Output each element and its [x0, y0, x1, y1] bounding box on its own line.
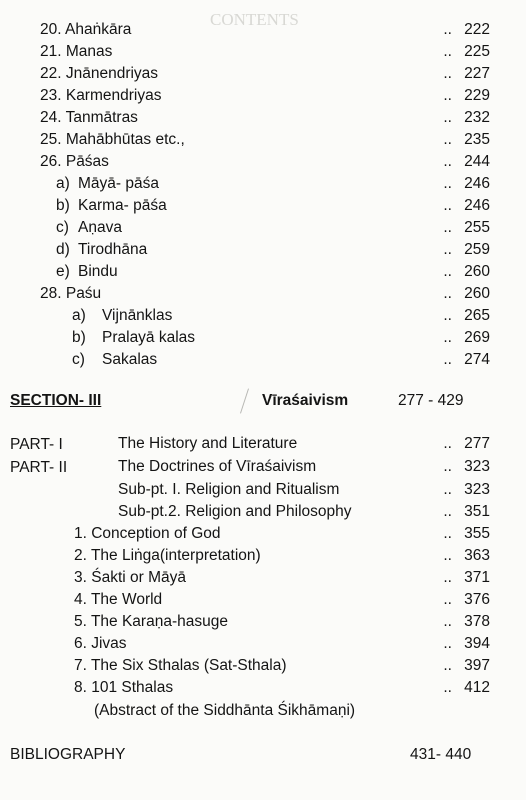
toc-row [40, 130, 490, 150]
section-page-range: 277 - 429 [398, 392, 464, 409]
toc-item-label: Tirodhāna [78, 241, 148, 258]
toc-subrow [56, 174, 490, 194]
toc-dots: .. [443, 351, 452, 368]
toc-item-label: Karma- pāśa [78, 197, 167, 214]
toc-page-number: 323 [464, 481, 490, 498]
toc-sub-letter: c) [72, 351, 85, 368]
toc-row [74, 590, 490, 610]
toc-item-label: 23. Karmendriyas [40, 87, 162, 104]
toc-item-label: 21. Manas [40, 43, 113, 60]
toc-page-number: 265 [464, 307, 490, 324]
toc-row [40, 42, 490, 62]
toc-subrow [56, 196, 490, 216]
toc-page-number: 255 [464, 219, 490, 236]
toc-item-label: The Doctrines of Vīraśaivism [118, 458, 317, 475]
toc-item-label: Pralayā kalas [102, 329, 196, 346]
toc-dots: .. [443, 435, 452, 452]
toc-dots: .. [443, 263, 452, 280]
toc-sub-letter: a) [72, 307, 86, 324]
toc-row [40, 284, 490, 304]
toc-row [40, 64, 490, 84]
toc-page-number: 260 [464, 285, 490, 302]
toc-dots: .. [443, 525, 452, 542]
toc-page-number: 225 [464, 43, 490, 60]
toc-item-label: Sub-pt. I. Religion and Ritualism [118, 481, 340, 498]
toc-dots: .. [443, 613, 452, 630]
part-label: PART- II [10, 459, 68, 476]
toc-row [74, 634, 490, 654]
toc-page-number: 259 [464, 241, 490, 258]
toc-item-label: The History and Literature [118, 435, 298, 452]
toc-item-label: 26. Pāśas [40, 153, 109, 170]
toc-dots: .. [443, 21, 452, 38]
abstract-note: (Abstract of the Siddhānta Śikhāmaṇi) [94, 702, 356, 719]
toc-item-label: 5. The Karaṇa-hasuge [74, 613, 228, 630]
toc-dots: .. [443, 153, 452, 170]
toc-dots: .. [443, 591, 452, 608]
toc-dots: .. [443, 458, 452, 475]
toc-sub-letter: b) [72, 329, 86, 346]
toc-page-number: 376 [464, 591, 490, 608]
toc-page-number: 351 [464, 503, 490, 520]
toc-item-label: 6. Jivas [74, 635, 127, 652]
toc-row [74, 612, 490, 632]
toc-item-label: 8. 101 Sthalas [74, 679, 174, 696]
toc-subrow [56, 240, 490, 260]
toc-dots: .. [443, 43, 452, 60]
toc-page-number: 235 [464, 131, 490, 148]
bibliography-pages: 431- 440 [410, 746, 472, 763]
toc-item-label: 3. Śakti or Māyā [74, 569, 186, 586]
bibliography-label: BIBLIOGRAPHY [10, 746, 126, 763]
toc-item-label: 20. Ahaṅkāra [40, 21, 132, 38]
toc-page-number: 378 [464, 613, 490, 630]
toc-dots: .. [443, 197, 452, 214]
toc-dots: .. [443, 307, 452, 324]
toc-subrow [56, 218, 490, 238]
toc-row [118, 457, 490, 477]
toc-subrow [72, 306, 490, 326]
toc-row [118, 502, 490, 522]
toc-row [74, 678, 490, 698]
toc-item-label: 4. The World [74, 591, 163, 608]
toc-dots: .. [443, 131, 452, 148]
toc-sub-letter: b) [56, 197, 70, 214]
toc-row [118, 434, 490, 454]
toc-item-label: Māyā- pāśa [78, 175, 159, 192]
toc-row [118, 480, 490, 500]
toc-item-label: Aṇava [78, 219, 122, 236]
toc-row [40, 108, 490, 128]
toc-row [74, 656, 490, 676]
toc-page-number: 277 [464, 435, 490, 452]
toc-sub-letter: d) [56, 241, 70, 258]
bleed-through: CONTENTS [210, 10, 299, 29]
toc-dots: .. [443, 65, 452, 82]
toc-row [40, 20, 490, 40]
toc-item-label: 24. Tanmātras [40, 109, 138, 126]
toc-dots: .. [443, 109, 452, 126]
divider [240, 388, 249, 413]
toc-page-number: 394 [464, 635, 490, 652]
toc-page-number: 355 [464, 525, 490, 542]
toc-dots: .. [443, 87, 452, 104]
toc-sub-letter: a) [56, 175, 70, 192]
toc-sub-letter: e) [56, 263, 70, 280]
toc-row [40, 86, 490, 106]
toc-dots: .. [443, 569, 452, 586]
toc-row [74, 546, 490, 566]
toc-item-label: 7. The Six Sthalas (Sat-Sthala) [74, 657, 287, 674]
toc-page-number: 229 [464, 87, 490, 104]
toc-page-number: 274 [464, 351, 490, 368]
toc-row [74, 524, 490, 544]
toc-page-number: 269 [464, 329, 490, 346]
toc-page-number: 412 [464, 679, 490, 696]
toc-page-number: 397 [464, 657, 490, 674]
toc-row [74, 568, 490, 588]
toc-page-number: 260 [464, 263, 490, 280]
toc-dots: .. [443, 635, 452, 652]
toc-dots: .. [443, 175, 452, 192]
toc-page-number: 227 [464, 65, 490, 82]
toc-page-number: 323 [464, 458, 490, 475]
toc-item-label: 28. Paśu [40, 285, 102, 302]
toc-dots: .. [443, 285, 452, 302]
toc-dots: .. [443, 241, 452, 258]
part-label: PART- I [10, 436, 63, 453]
toc-page-number: 363 [464, 547, 490, 564]
toc-item-label: 2. The Liṅga(interpretation) [74, 547, 261, 564]
toc-page-number: 222 [464, 21, 490, 38]
toc-item-label: 22. Jnānendriyas [40, 65, 159, 82]
toc-subrow [72, 328, 490, 348]
toc-dots: .. [443, 679, 452, 696]
toc-page-number: 244 [464, 153, 490, 170]
toc-dots: .. [443, 481, 452, 498]
toc-item-label: 1. Conception of God [74, 525, 221, 542]
toc-dots: .. [443, 657, 452, 674]
toc-page-number: 246 [464, 197, 490, 214]
toc-sub-letter: c) [56, 219, 69, 236]
toc-item-label: Vijnānklas [102, 307, 173, 324]
toc-page-number: 371 [464, 569, 490, 586]
toc-subrow [72, 350, 490, 370]
toc-page-number: 232 [464, 109, 490, 126]
toc-dots: .. [443, 219, 452, 236]
toc-item-label: Bindu [78, 263, 118, 280]
toc-row [40, 152, 490, 172]
toc-item-label: 25. Mahābhūtas etc., [40, 131, 185, 148]
toc-item-label: Sub-pt.2. Religion and Philosophy [118, 503, 352, 520]
toc-dots: .. [443, 503, 452, 520]
toc-dots: .. [443, 547, 452, 564]
toc-dots: .. [443, 329, 452, 346]
toc-item-label: Sakalas [102, 351, 158, 368]
section-title: Vīraśaivism [262, 392, 349, 409]
toc-subrow [56, 262, 490, 282]
toc-page-number: 246 [464, 175, 490, 192]
section-label: SECTION- III [10, 392, 102, 409]
